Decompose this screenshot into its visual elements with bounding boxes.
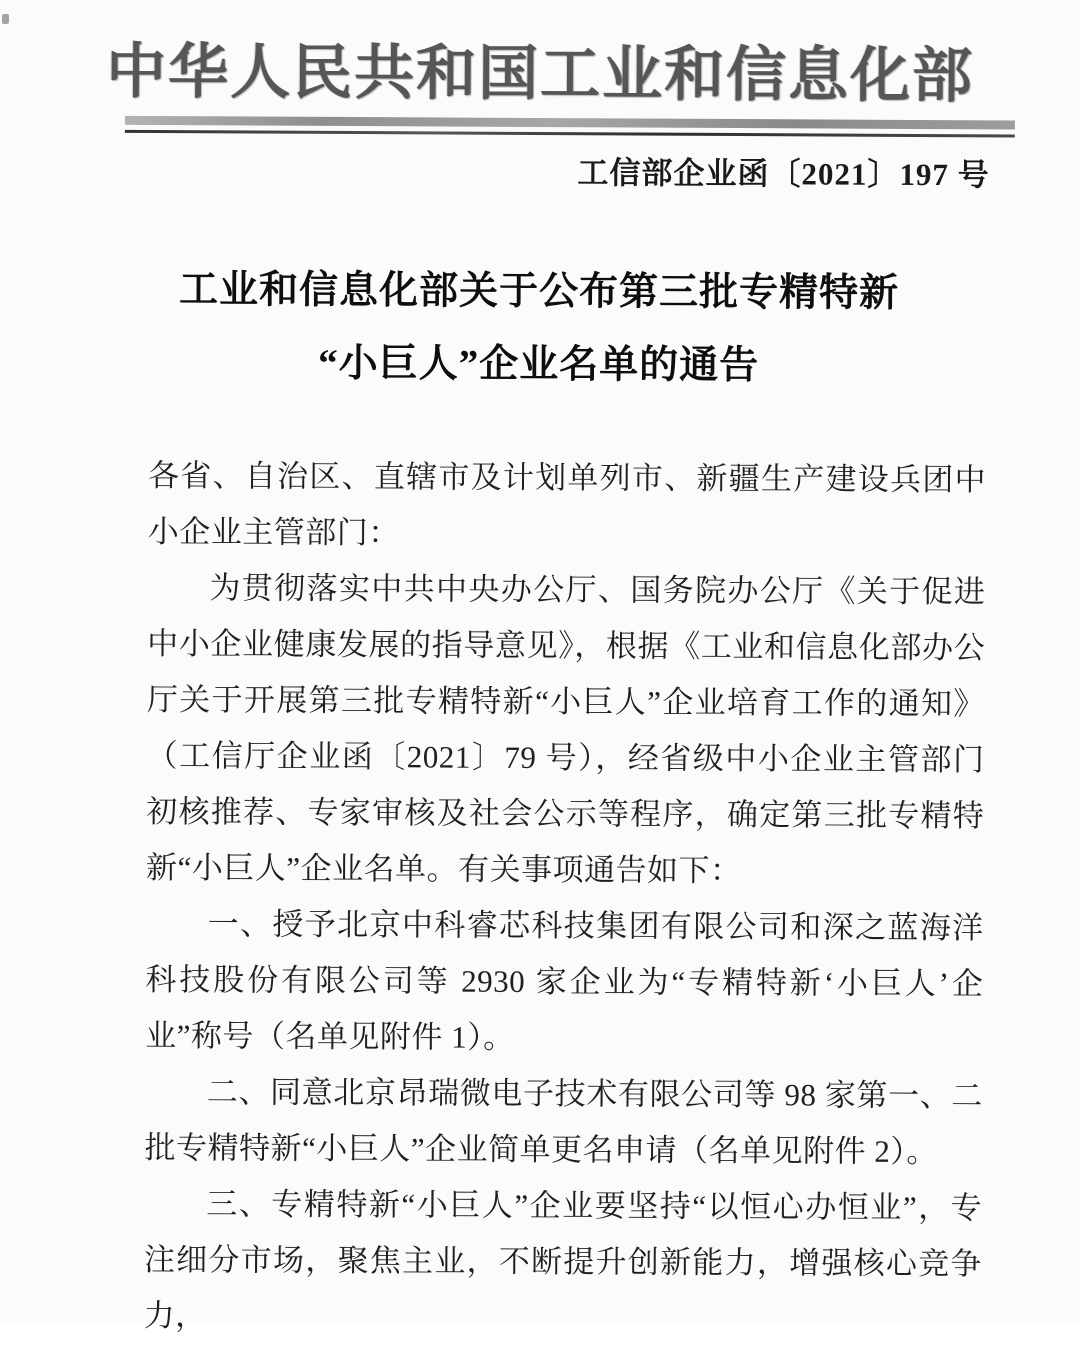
- paragraph-intro: 为贯彻落实中共中央办公厅、国务院办公厅《关于促进中小企业健康发展的指导意见》，根据《工业和信息化部办公厅关于开展第三批专精特新“小巨人”企业培育工作的通知》（工信厅企业函〔2021〕79 号），经省级中小企业主管部门初核推荐、专家审核及社会公示等程序，确定第三批专精特新“小巨人”企业名单。有关事项通告如下：: [145, 570, 986, 889]
- header-rule-thick: [125, 116, 1015, 130]
- document-title-line-2: “小巨人”企业名单的通告: [318, 341, 760, 388]
- paragraph-item-1: 一、授予北京中科睿芯科技集团有限公司和深之蓝海洋科技股份有限公司等 2930 家企业为“专精特新‘小巨人’企业”称号（名单见附件 1）。: [145, 906, 984, 1055]
- document-reference-number: 工信部企业函〔2021〕197 号: [577, 155, 990, 193]
- document-title-line-1: 工业和信息化部关于公布第三批专精特新: [178, 268, 900, 315]
- document-body: [144, 448, 987, 1348]
- paragraph-salutation: 各省、自治区、直辖市及计划单列市、新疆生产建设兵团中小企业主管部门：: [147, 457, 987, 551]
- paragraph-item-2: 二、同意北京昂瑞微电子技术有限公司等 98 家第一、二批专精特新“小巨人”企业简单更名申请（名单见附件 2）。: [144, 1074, 983, 1170]
- ministry-masthead: 中华人民共和国工业和信息化部: [106, 38, 975, 110]
- document-title: [88, 253, 989, 404]
- paragraph-item-3: 三、专精特新“小巨人”企业要坚持“以恒心办恒业”，专注细分市场，聚焦主业，不断提升创新能力，增强核心竞争力，: [143, 1186, 983, 1334]
- header-rule-thin: [125, 130, 1015, 138]
